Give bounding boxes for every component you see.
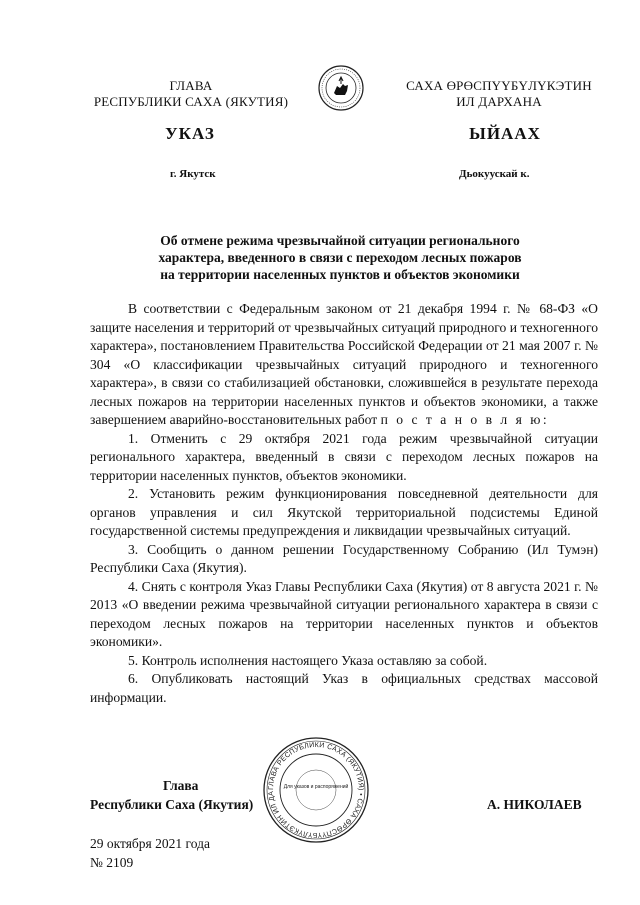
item-6: 6. Опубликовать настоящий Указ в официальных средствах массовой информации. — [90, 671, 598, 705]
seal-inner-text: Для указов и распоряжений — [283, 784, 349, 790]
document-title-line2: характера, введенного в связи с переходом лесных пожаров — [158, 250, 522, 265]
city-right: Дьокуускай к. — [459, 168, 530, 180]
header-right — [380, 78, 618, 110]
decree-word: п о с т а н о в л я ю: — [380, 412, 550, 427]
signature-role-line2: Республики Саха (Якутия) — [90, 797, 254, 812]
header-left-line2: РЕСПУБЛИКИ САХА (ЯКУТИЯ) — [93, 94, 289, 109]
official-seal — [262, 736, 370, 844]
city-left: г. Якутск — [170, 168, 216, 180]
header-right-line2: ИЛ ДАРХАНА — [456, 94, 542, 109]
decree-body — [90, 300, 598, 707]
signature-role-line1: Глава — [163, 778, 199, 793]
republic-emblem — [317, 64, 365, 112]
header-right-line1: САХА ӨРӨСПҮҮБҮЛҮКЭТИН — [406, 78, 592, 93]
header-left-line1: ГЛАВА — [169, 78, 213, 93]
document-title-line1: Об отмене режима чрезвычайной ситуации регионального — [160, 233, 520, 248]
item-5: 5. Контроль исполнения настоящего Указа оставляю за собой. — [128, 652, 488, 668]
item-2: 2. Установить режим функционирования повседневной деятельности для органов управления и сил Якутской территориальной подсистемы Единой государственной системы предупреждения и ликвидации чрезвычайных ситуаций. — [90, 486, 598, 538]
intro-paragraph — [90, 300, 598, 430]
decree-date: 29 октября 2021 года — [90, 836, 210, 851]
item-3: 3. Сообщить о данном решении Государственному Собранию (Ил Тумэн) Республики Саха (Якутия). — [90, 541, 598, 575]
document-title — [80, 232, 600, 283]
signature-name: А. НИКОЛАЕВ — [487, 797, 582, 812]
decree-number: № 2109 — [90, 855, 134, 870]
title-yiaah: ЫЙААХ — [469, 124, 541, 143]
document-title-line3: на территории населенных пунктов и объектов экономики — [160, 267, 520, 282]
item-4: 4. Снять с контроля Указ Главы Республики Саха (Якутия) от 8 августа 2021 г. № 2013 «О введении режима чрезвычайной ситуации регионального характера в связи с переходом лесных пожаров на территории населенных пунктов и объектов экономики». — [90, 578, 598, 649]
seal-ring-text: ГЛАВА РЕСПУБЛИКИ САХА (ЯКУТИЯ) • САХА ӨРӨСПҮҮБҮЛҮКЭТИН ИЛ ДА — [267, 741, 365, 839]
title-ukaz: УКАЗ — [165, 124, 215, 143]
intro-text: В соответствии с Федеральным законом от 21 декабря 1994 г. № 68-ФЗ «О защите населения и территорий от чрезвычайных ситуаций природного и техногенного характера», постановлением Правительства Российской Федерации от 21 мая 2007 г. № 304 «О классификации чрезвычайных ситуаций природного и техногенного характера», в связи со стабилизацией обстановки, сложившейся в результате перехода лесных пожаров на территории населенных пунктов и объектов экономики, а также завершением аварийно-восстановительных работ — [90, 301, 598, 427]
item-1: 1. Отменить с 29 октября 2021 года режим чрезвычайной ситуации регионального характера, введенный в связи с переходом лесных пожаров на территории населенных пунктов, объектов экономики. — [90, 430, 598, 483]
header-left — [60, 78, 322, 110]
